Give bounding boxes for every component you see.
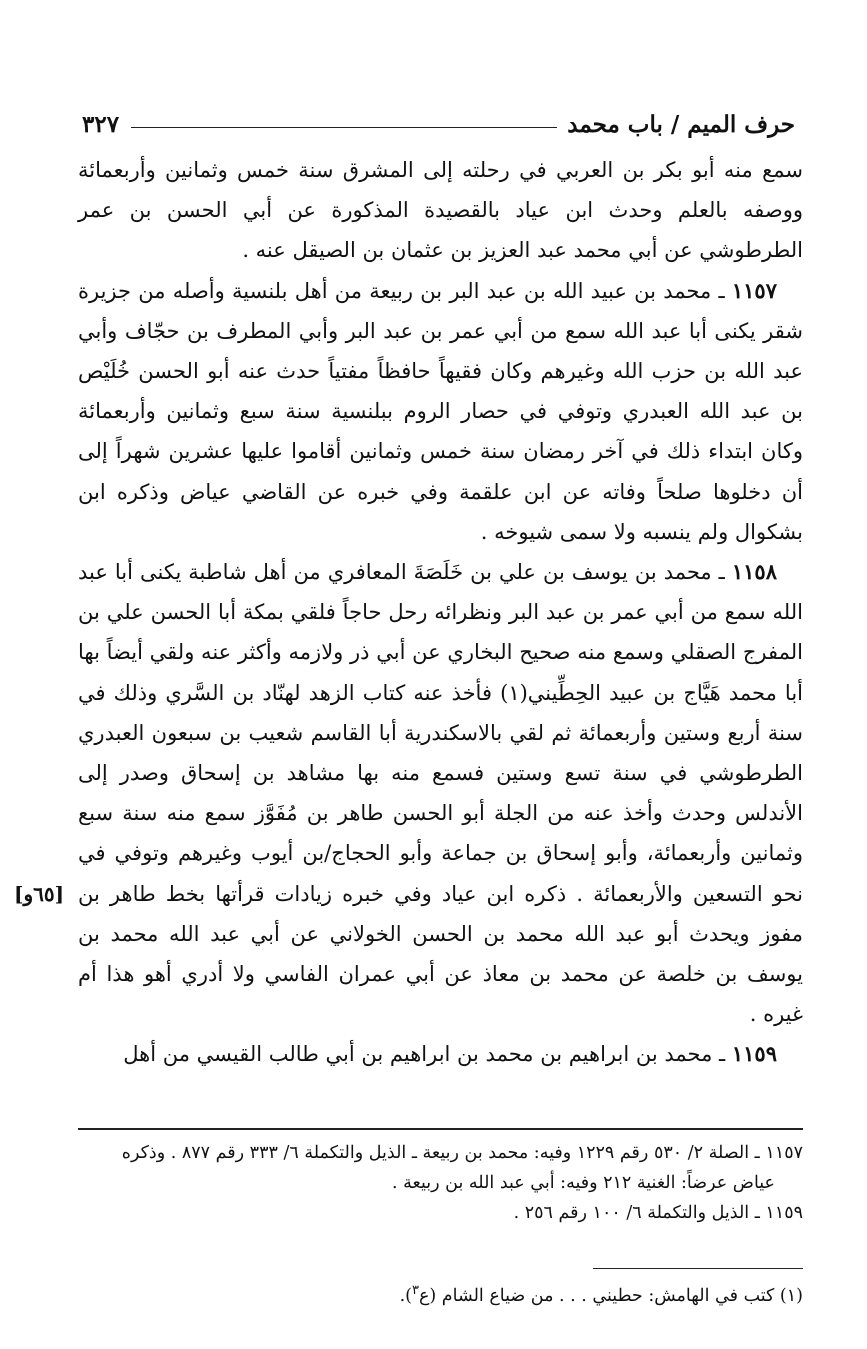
- note-1157-line1: ١١٥٧ ـ الصلة ٢/ ٥٣٠ رقم ١٢٢٩ وفيه: محمد بن ربيعة ـ الذيل والتكملة ٦/ ٣٣٣ رقم ٨٧٧ . وذكره: [121, 1143, 803, 1163]
- entry-text: ـ محمد بن ابراهيم بن محمد بن ابراهيم بن أبي طالب القيسي من أهل: [123, 1042, 726, 1067]
- source-notes: [78, 1128, 803, 1228]
- main-text: [78, 150, 803, 1075]
- marginal-folio-note: [٦٥و]: [14, 882, 65, 906]
- running-header: [82, 104, 795, 144]
- footnote-rule: [593, 1268, 803, 1269]
- entry-number: ١١٥٩: [731, 1041, 777, 1067]
- footnote-close: ).: [399, 1285, 412, 1306]
- footnote-text: (١) كتب في الهامش: حطيني . . . من ضياع الشام (ع: [418, 1285, 803, 1306]
- footnote: [78, 1276, 803, 1311]
- entry-1158: [78, 552, 803, 1034]
- entry-text: ـ محمد بن يوسف بن علي بن خَلَصَةَ المعافري من أهل شاطبة يكنى أبا عبد الله سمع من أبي عمر بن عبد البر ونظرائه رحل حاجاً فلقي بمكة أبا الحسن علي بن المفرج الصقلي وسمع منه صحيح البخاري عن أبي ذر ولازمه وأكثر عنه ولقي أيضاً بها أبا محمد هَيَّاج بن عبيد الحِطِّيني(١) فأخذ عنه كتاب الزهد لهنّاد بن السَّري وذلك في سنة أربع وستين وأربعمائة ثم لقي بالاسكندرية أبا القاسم شعيب بن سبعون العبدري الطرطوشي في سنة تسع وستين فسمع منه بها مشاهد بن إسحاق وصدر إلى الأندلس وحدث وأخذ عنه من الجلة أبو الحسن طاهر بن مُفَوَّز سمع منه سنة سبع وثمانين وأربعمائة، وأبو إسحاق بن جماعة وأبو الحجاج/بن أيوب وغيرهم وتوفي في نحو التسعين والأربعمائة . ذكره ابن عياد وفي خبره زيادات قرأتها بخط طاهر بن مفوز ويحدث أبو عبد الله محمد بن الحسن الخولاني عن أبي عبد الله محمد بن يوسف بن خلصة عن محمد بن معاذ عن أبي عمران الفاسي ولا أدري أهو هذا أم غيره .: [78, 560, 804, 1027]
- entry-1157: [78, 271, 803, 552]
- entry-text: ـ محمد بن عبيد الله بن عبد البر بن ربيعة من أهل بلنسية وأصله من جزيرة شقر يكنى أبا عبد الله سمع من أبي عمر بن عبد البر وأبي المطرف بن حجّاف وأبي عبد الله بن حزب الله وغيرهم وكان فقيهاً حافظاً مفتياً حدث عنه أبو الحسن خُلَيْص بن عبد الله العبدري وتوفي في حصار الروم ببلنسية سنة سبع وثمانين وأربعمائة وكان ابتداء ذلك في آخر رمضان سنة خمس وثمانين أقاموا عليها عشرين شهراً إلى أن دخلوها صلحاً وفاته عن ابن علقمة وفي خبره عن القاضي عياض وذكره ابن بشكوال ولم ينسبه ولا سمى شيوخه .: [78, 278, 803, 544]
- running-title: حرف الميم / باب محمد: [567, 110, 795, 138]
- footnote-superscript: ٣: [411, 1283, 419, 1298]
- note-1159: ١١٥٩ ـ الذيل والتكملة ٦/ ١٠٠ رقم ٢٥٦ .: [513, 1203, 803, 1223]
- header-rule: [131, 127, 557, 128]
- note-1157-line2: عياض عرضاً: الغنية ٢١٢ وفيه: أبي عبد الله بن ربيعة .: [392, 1173, 775, 1193]
- opening-paragraph: سمع منه أبو بكر بن العربي في رحلته إلى المشرق سنة خمس وثمانين وأربعمائة ووصفه بالعلم وحدث ابن عياد بالقصيدة المذكورة عن أبي الحسن بن عمر الطرطوشي عن أبي محمد عبد العزيز بن عثمان بن الصيقل عنه .: [78, 158, 803, 263]
- page-number: ٣٢٧: [82, 110, 120, 138]
- entry-1159: [78, 1034, 803, 1074]
- entry-number: ١١٥٨: [731, 559, 777, 585]
- entry-number: ١١٥٧: [731, 277, 777, 303]
